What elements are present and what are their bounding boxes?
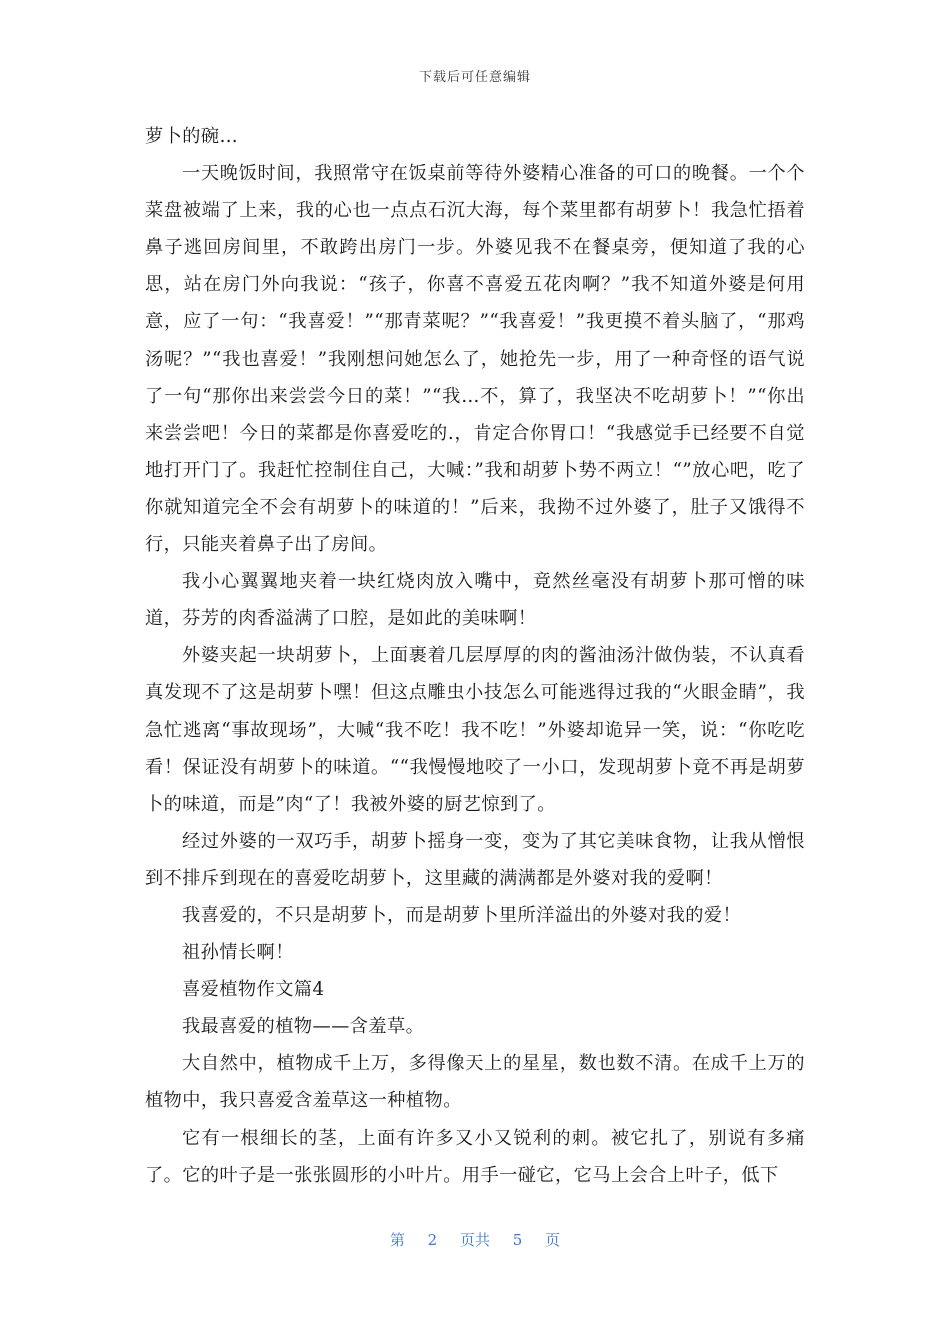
page-header: 下载后可任意编辑 [418,70,531,85]
current-page-number: 2 [427,1231,438,1249]
paragraph: 大自然中，植物成千上万，多得像天上的星星，数也数不清。在成千上万的植物中，我只喜爱含羞草这一种植物。 [145,1053,805,1112]
paragraph: 一天晚饭时间，我照常守在饭桌前等待外婆精心准备的可口的晚餐。一个个菜盘被端了上来，我的心也一点点石沉大海，每个菜里都有胡萝卜！我急忙捂着鼻子逃回房间里，不敢跨出房门一步。外婆见我不在餐桌旁，便知道了我的心思，站在房门外向我说：“孩子，你喜不喜爱五花肉啊？”我不知道外婆是何用意，应了一句：“我喜爱！”“那青菜呢？”“我喜爱！”我更摸不着头脑了，“那鸡汤呢？”“我也喜爱！”我刚想问她怎么了，她抢先一步，用了一种奇怪的语气说了一句“那你出来尝尝今日的菜！”“我…不，算了，我坚决不吃胡萝卜！”“你出来尝尝吧！今日的菜都是你喜爱吃的.，肯定合你胃口！“我感觉手已经要不自觉地打开门了。我赶忙控制住自己，大喊：”我和胡萝卜势不两立！“”放心吧，吃了你就知道完全不会有胡萝卜的味道的！”后来，我拗不过外婆了，肚子又饿得不行，只能夹着鼻子出了房间。 [145,163,805,556]
paragraph: 我喜爱的，不只是胡萝卜，而是胡萝卜里所洋溢出的外婆对我的爱！ [182,904,742,926]
paragraph: 经过外婆的一双巧手，胡萝卜摇身一变，变为了其它美味食物，让我从憎恨到不排斥到现在的喜爱吃胡萝卜，这里藏的满满都是外婆对我的爱啊！ [145,830,805,889]
article-body [145,118,805,1194]
paragraph: 外婆夹起一块胡萝卜，上面裹着几层厚厚的肉的酱油汤汁做伪装，不认真看真发现不了这是胡萝卜嘿！但这点雕虫小技怎么可能逃得过我的“火眼金睛”，我急忙逃离“事故现场”，大喊“我不吃！我不吃！”外婆却诡异一笑，说：“你吃吃看！保证没有胡萝卜的味道。““我慢慢地咬了一小口，发现胡萝卜竟不再是胡萝卜的味道，而是”肉“了！我被外婆的厨艺惊到了。 [145,645,805,815]
footer-prefix: 第 [389,1231,405,1249]
footer-mid: 页共 [459,1231,490,1249]
paragraph: 我小心翼翼地夹着一块红烧肉放入嘴中，竟然丝毫没有胡萝卜那可憎的味道，芬芳的肉香溢满了口腔，是如此的美味啊！ [145,571,805,630]
total-page-number: 5 [512,1231,523,1249]
page-footer [0,1229,950,1250]
paragraph: 祖孙情长啊！ [182,942,294,964]
section-heading: 喜爱植物作文篇4 [182,979,325,1001]
paragraph: 萝卜的碗… [145,126,239,147]
footer-suffix: 页 [545,1231,561,1249]
paragraph: 我最喜爱的植物——含羞草。 [182,1016,425,1038]
paragraph: 它有一根细长的茎，上面有许多又小又锐利的刺。被它扎了，别说有多痛了。它的叶子是一张张圆形的小叶片。用手一碰它，它马上会合上叶子，低下 [145,1127,805,1186]
